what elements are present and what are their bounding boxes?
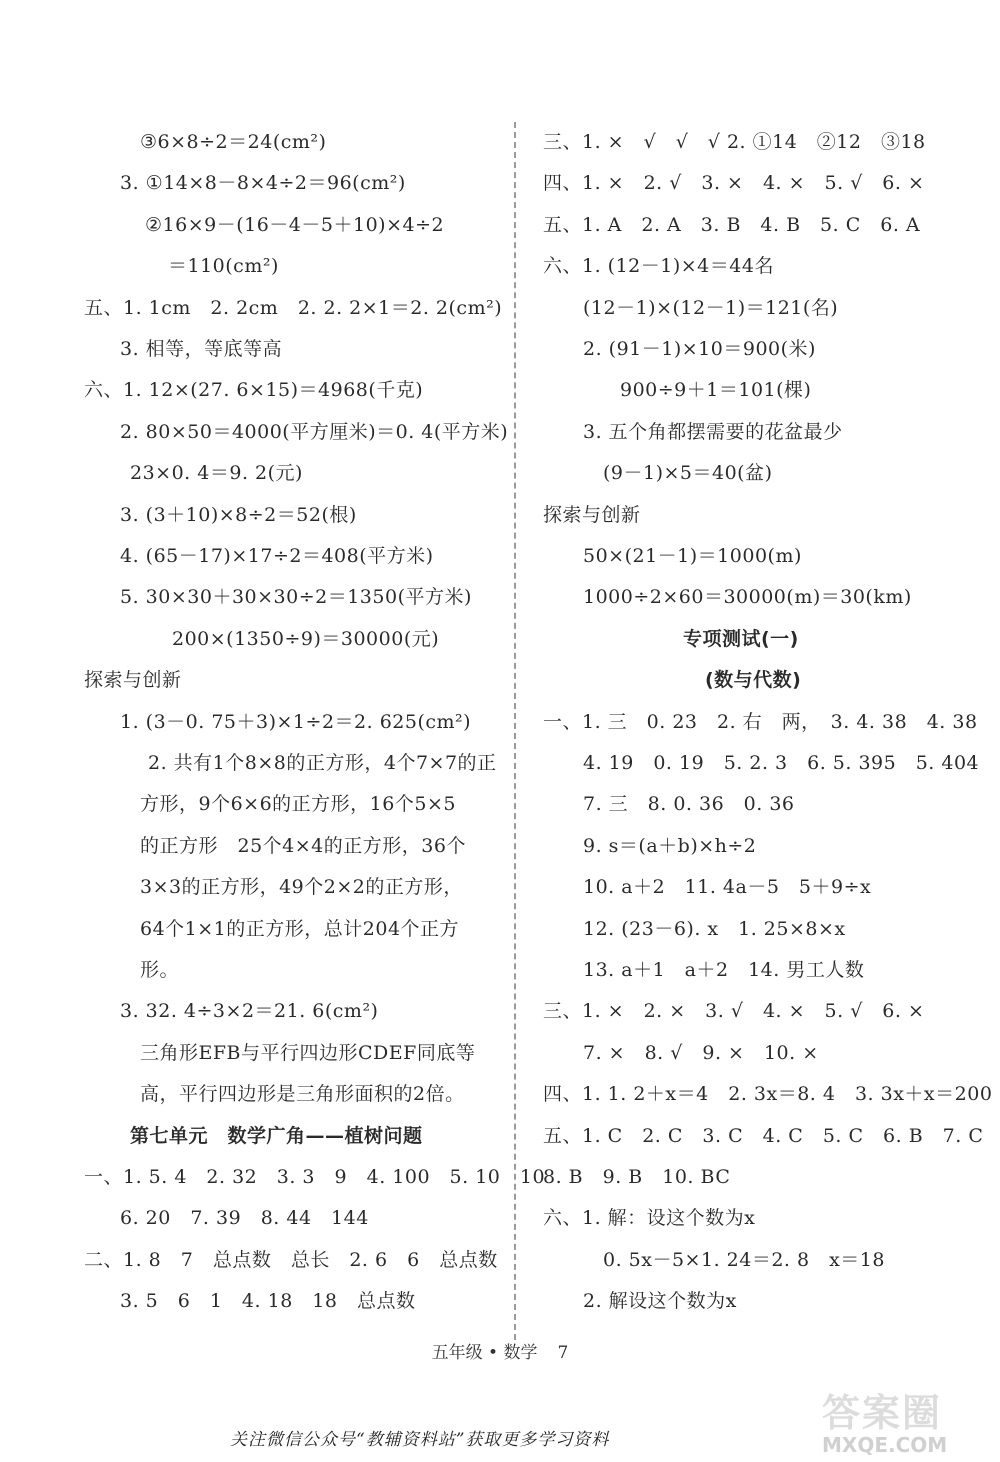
right-line: 0. 5x－5×1. 24＝2. 8 x＝18 xyxy=(603,1248,885,1271)
column-divider xyxy=(514,122,516,1340)
left-line: 3. (3＋10)×8÷2＝52(根) xyxy=(120,503,357,526)
right-line: 1000÷2×60＝30000(m)＝30(km) xyxy=(583,586,912,609)
right-line: 2. (91－1)×10＝900(米) xyxy=(583,338,816,360)
right-line: (数与代数) xyxy=(705,669,802,692)
right-line: 五、1. A 2. A 3. B 4. B 5. C 6. A xyxy=(543,213,921,236)
right-line: 三、1. × √ √ √ 2. ①14 ②12 ③18 xyxy=(543,131,926,153)
left-line: 6. 20 7. 39 8. 44 144 xyxy=(120,1207,369,1230)
left-line: ②16×9－(16－4－5＋10)×4÷2 xyxy=(145,213,445,236)
right-line: 四、1. 1. 2＋x＝4 2. 3x＝8. 4 3. 3x＋x＝200 xyxy=(543,1083,993,1106)
left-line: 2. 80×50＝4000(平方厘米)＝0. 4(平方米) xyxy=(120,420,509,443)
left-line: 一、1. 5. 4 2. 32 3. 3 9 4. 100 5. 10 10 xyxy=(84,1166,546,1188)
right-line: 900÷9＋1＝101(棵) xyxy=(620,379,812,402)
left-line: 64个1×1的正方形，总计204个正方 xyxy=(140,917,460,940)
left-line: 探索与创新 xyxy=(84,669,182,692)
right-line: (9－1)×5＝40(盆) xyxy=(603,462,773,485)
left-line: ＝110(cm²) xyxy=(168,255,279,278)
right-line: 专项测试(一) xyxy=(683,627,799,650)
left-line: 3. 5 6 1 4. 18 18 总点数 xyxy=(120,1290,416,1313)
right-line: 50×(21－1)＝1000(m) xyxy=(583,545,802,567)
left-line: 4. (65－17)×17÷2＝408(平方米) xyxy=(120,545,434,567)
left-line: 的正方形 25个4×4的正方形，36个 xyxy=(140,834,466,857)
right-line: 7. × 8. √ 9. × 10. × xyxy=(583,1041,819,1064)
watermark-url: MXQE.COM xyxy=(822,1433,948,1457)
left-line: 六、1. 12×(27. 6×15)＝4968(千克) xyxy=(84,379,424,402)
right-line: 10. a＋2 11. 4a－5 5＋9÷x xyxy=(583,876,872,899)
page-number: 7 xyxy=(557,1343,569,1363)
right-line: 五、1. C 2. C 3. C 4. C 5. C 6. B 7. C xyxy=(543,1124,984,1147)
left-line: 1. (3－0. 75＋3)×1÷2＝2. 625(cm²) xyxy=(120,710,472,733)
right-line: 一、1. 三 0. 23 2. 右 两， 3. 4. 38 4. 38 xyxy=(543,710,978,733)
left-line: 高，平行四边形是三角形面积的2倍。 xyxy=(140,1083,465,1106)
left-line: 200×(1350÷9)＝30000(元) xyxy=(172,627,440,650)
right-line: 三、1. × 2. × 3. √ 4. × 5. √ 6. × xyxy=(543,1000,925,1023)
right-line: 探索与创新 xyxy=(543,503,641,526)
left-line: 三角形EFB与平行四边形CDEF同底等 xyxy=(140,1041,476,1064)
left-line: 5. 30×30＋30×30÷2＝1350(平方米) xyxy=(120,586,472,609)
right-line: 六、1. 解：设这个数为x xyxy=(543,1207,756,1230)
right-line: 13. a＋1 a＋2 14. 男工人数 xyxy=(583,959,865,981)
right-line: 六、1. (12－1)×4＝44名 xyxy=(543,255,774,278)
right-line: 4. 19 0. 19 5. 2. 3 6. 5. 395 5. 404 xyxy=(583,752,980,774)
bottom-note: 关注微信公众号“教辅资料站”获取更多学习资料 xyxy=(230,1430,610,1450)
right-line: 3. 五个角都摆需要的花盆最少 xyxy=(583,420,843,443)
left-line: 3. 相等，等底等高 xyxy=(120,338,283,360)
left-line: 23×0. 4＝9. 2(元) xyxy=(130,462,303,485)
footer-label: 五年级 • 数学 xyxy=(431,1343,538,1363)
left-line: 形。 xyxy=(140,959,180,981)
left-line: 方形，9个6×6的正方形，16个5×5 xyxy=(140,793,456,816)
right-line: 7. 三 8. 0. 36 0. 36 xyxy=(583,793,795,816)
left-line: 第七单元 数学广角——植树问题 xyxy=(130,1124,423,1147)
left-line: 五、1. 1cm 2. 2cm 2. 2. 2×1＝2. 2(cm²) xyxy=(84,296,503,319)
watermark-logo: 答案圈 xyxy=(822,1391,943,1435)
left-line: 3. ①14×8－8×4÷2＝96(cm²) xyxy=(120,172,406,195)
watermark xyxy=(822,1382,972,1456)
left-line: ③6×8÷2＝24(cm²) xyxy=(140,131,327,153)
left-line: 二、1. 8 7 总点数 总长 2. 6 6 总点数 xyxy=(84,1248,498,1271)
page-footer xyxy=(0,1338,1000,1363)
right-line: 四、1. × 2. √ 3. × 4. × 5. √ 6. × xyxy=(543,172,925,195)
right-line: 12. (23－6). x 1. 25×8×x xyxy=(583,917,846,940)
right-line: 8. B 9. B 10. BC xyxy=(543,1166,731,1188)
left-line: 2. 共有1个8×8的正方形，4个7×7的正 xyxy=(148,752,497,774)
right-line: 9. s＝(a＋b)×h÷2 xyxy=(583,834,757,857)
right-line: (12－1)×(12－1)＝121(名) xyxy=(583,296,839,319)
right-line: 2. 解设这个数为x xyxy=(583,1290,737,1313)
left-line: 3. 32. 4÷3×2＝21. 6(cm²) xyxy=(120,1000,379,1023)
left-line: 3×3的正方形，49个2×2的正方形， xyxy=(140,876,463,899)
